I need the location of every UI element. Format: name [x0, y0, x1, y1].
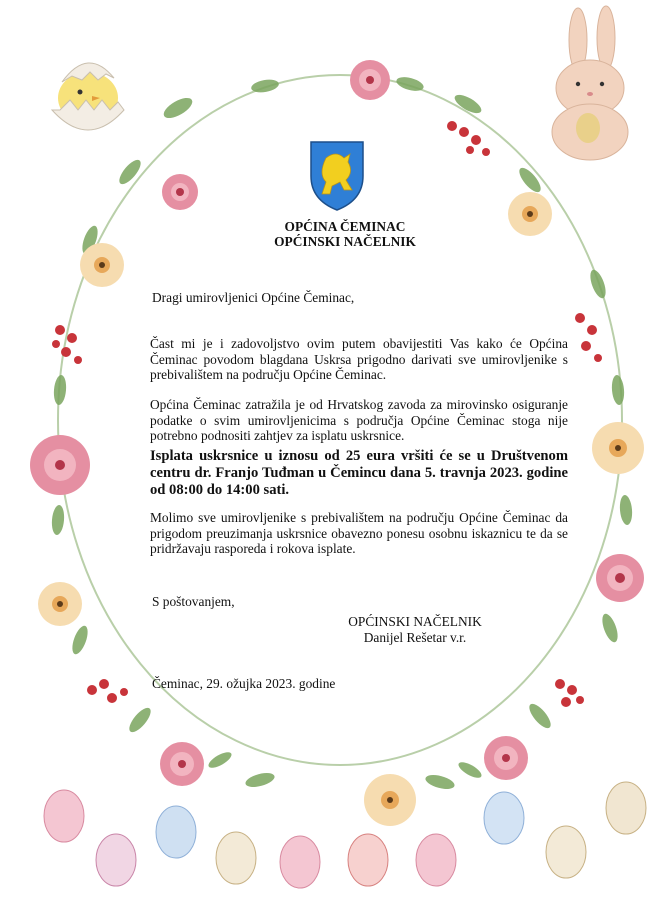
- cream-flower: [80, 243, 124, 287]
- place-and-date: Čeminac, 29. ožujka 2023. godine: [152, 676, 336, 691]
- pink-flower: [30, 435, 90, 495]
- pink-flower: [162, 174, 198, 210]
- easter-eggs-row: [44, 782, 646, 888]
- closing: S poštovanjem,: [152, 594, 235, 609]
- municipality-coat-of-arms: [311, 142, 363, 210]
- bunny-illustration: [552, 6, 628, 160]
- paragraph-payment-details: Isplata uskrsnice u iznosu od 25 eura vršiti će se u Društvenom centru dr. Franjo Tuđman u Čemincu dana 5. travnja 2023. godine od 08:00 do 14:00 sati.: [150, 448, 568, 498]
- chick-in-egg-illustration: [52, 63, 124, 130]
- paragraph-data-source: Općina Čeminac zatražila je od Hrvatskog zavoda za mirovinsko osiguranje podatke o svim umirovljenicima s područja Općine Čeminac stoga nije potrebno podnositi zahtjev za isplatu uskrsnice.: [150, 397, 568, 444]
- pink-flower: [484, 736, 528, 780]
- salutation: Dragi umirovljenici Općine Čeminac,: [152, 290, 355, 305]
- signature-title: OPĆINSKI NAČELNIK: [348, 614, 482, 629]
- office-title: OPĆINSKI NAČELNIK: [274, 234, 416, 249]
- paragraph-announcement: Čast mi je i zadovoljstvo ovim putem obavijestiti Vas kako će Općina Čeminac povodom blagdana Uskrsa prigodno darivati sve umirovljenike s prebivalištem na području Općine Čeminac.: [150, 336, 568, 383]
- paragraph-instructions: Molimo sve umirovljenike s prebivalištem na području Općine Čeminac da prigodom preuzimanja uskrsnice obavezno ponesu osobnu iskaznicu te da se pridržavaju rasporeda i rokova isplate.: [150, 510, 568, 557]
- letter-header: [230, 219, 460, 249]
- signature-block: [340, 614, 490, 645]
- pink-flower: [350, 60, 390, 100]
- cream-flower: [592, 422, 644, 474]
- cream-flower: [508, 192, 552, 236]
- signature-name: Danijel Rešetar v.r.: [363, 629, 467, 645]
- pink-flower: [596, 554, 644, 602]
- cream-flower: [364, 774, 416, 826]
- pink-flower: [160, 742, 204, 786]
- cream-flower: [38, 582, 82, 626]
- municipality-name: OPĆINA ČEMINAC: [284, 219, 406, 234]
